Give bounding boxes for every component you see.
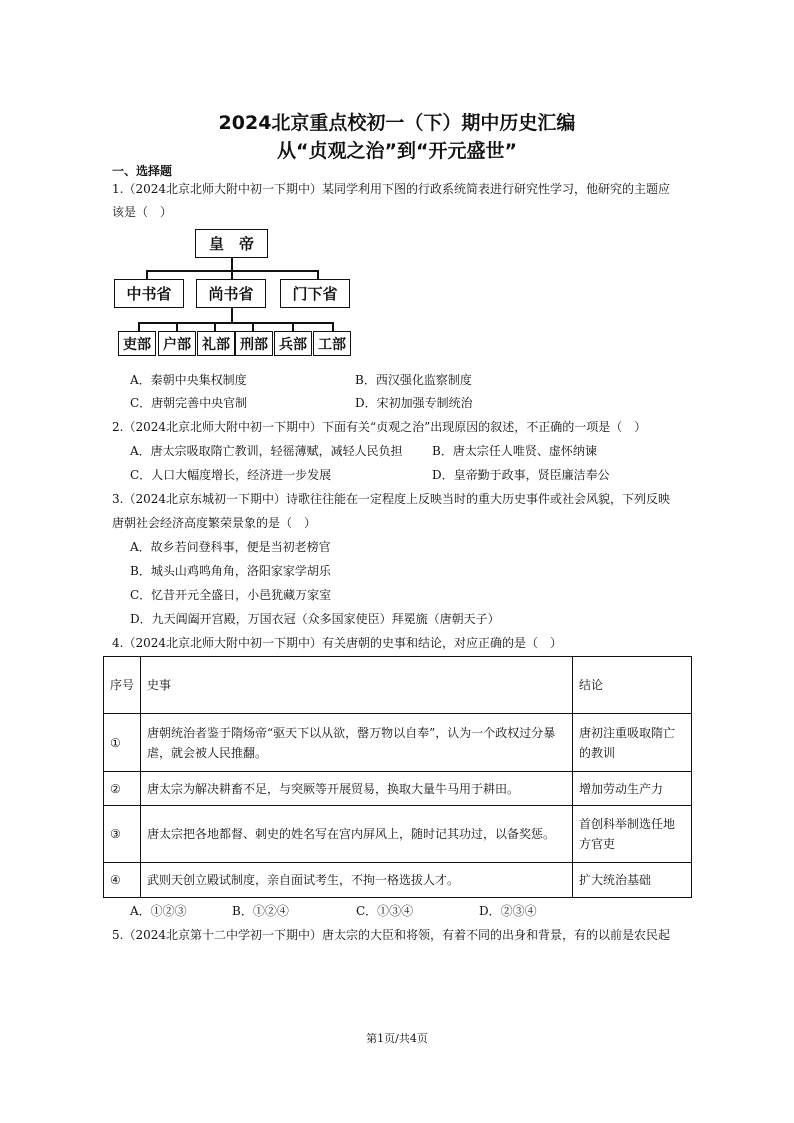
table-header-event: 史事 xyxy=(141,657,573,714)
table-cell-index: ③ xyxy=(104,806,141,863)
table-cell-event: 唐太宗为解决耕畜不足，与突厥等开展贸易，换取大量牛马用于耕田。 xyxy=(141,772,573,806)
table-cell-conclusion: 增加劳动生产力 xyxy=(573,772,692,806)
table-row xyxy=(104,714,692,772)
title-line-1: 2024北京重点校初一（下）期中历史汇编 xyxy=(218,112,576,134)
q4-stem: 4.（2024北京北师大附中初一下期中）有关唐朝的史事和结论，对应正确的是（ ） xyxy=(112,636,562,650)
q3-option-d[interactable]: D．九天阊阖开宫殿，万国衣冠（众多国家使臣）拜冕旒（唐朝天子） xyxy=(130,612,500,626)
q1-option-a[interactable]: A．秦朝中央集权制度 xyxy=(130,373,247,387)
q5-stem: 5.（2024北京第十二中学初一下期中）唐太宗的大臣和将领，有着不同的出身和背景，有的以前是农民起 xyxy=(112,928,670,942)
q1-option-c[interactable]: C．唐朝完善中央官制 xyxy=(130,396,248,410)
q1-stem-cont: 该是（ ） xyxy=(112,205,173,219)
q2-option-c[interactable]: C．人口大幅度增长，经济进一步发展 xyxy=(130,468,332,482)
table-row xyxy=(104,863,692,898)
q3-option-c[interactable]: C．忆昔开元全盛日，小邑犹藏万家室 xyxy=(130,588,332,602)
org-box-menxia: 门下省 xyxy=(280,279,350,308)
table-cell-conclusion: 首创科举制选任地方官吏 xyxy=(573,806,692,863)
q3-stem-cont: 唐朝社会经济高度繁荣景象的是（ ） xyxy=(112,516,317,530)
q4-option-a[interactable]: A．①②③ xyxy=(130,904,187,918)
q2-stem: 2.（2024北京北师大附中初一下期中）下面有关“贞观之治”出现原因的叙述，不正确的一项是（ ） xyxy=(112,420,647,434)
table-cell-event: 唐太宗把各地都督、刺史的姓名写在宫内屏风上，随时记其功过，以备奖惩。 xyxy=(141,806,573,863)
q4-option-d[interactable]: D．②③④ xyxy=(479,904,537,918)
org-box-shangshu: 尚书省 xyxy=(196,279,266,308)
q2-option-a[interactable]: A．唐太宗吸取隋亡教训，轻徭薄赋，减轻人民负担 xyxy=(130,444,403,458)
table-header-conclusion: 结论 xyxy=(573,657,692,714)
table-row xyxy=(104,806,692,863)
q3-stem: 3.（2024北京东城初一下期中）诗歌往往能在一定程度上反映当时的重大历史事件或社会风貌，下列反映 xyxy=(112,492,670,506)
q4-option-b[interactable]: B．①②④ xyxy=(232,904,289,918)
title-line-2: 从“贞观之治”到“开元盛世” xyxy=(277,140,517,162)
q4-option-c[interactable]: C．①③④ xyxy=(356,904,414,918)
table-cell-index: ④ xyxy=(104,863,141,898)
org-box-gongbu: 工部 xyxy=(313,331,351,356)
q1-option-d[interactable]: D．宋初加强专制统治 xyxy=(355,396,473,410)
org-box-emperor: 皇 帝 xyxy=(195,229,268,258)
table-row xyxy=(104,772,692,806)
section-heading: 一、选择题 xyxy=(112,164,173,178)
table-cell-event: 唐朝统治者鉴于隋炀帝“驱天下以从欲，罄万物以自奉”，认为一个政权过分暴虐，就会被人民推翻。 xyxy=(141,714,573,772)
page-footer: 第1页/共4页 xyxy=(366,1032,428,1045)
q3-option-a[interactable]: A．故乡若问登科事，便是当初老榜官 xyxy=(130,540,331,554)
table-cell-index: ② xyxy=(104,772,141,806)
history-table xyxy=(103,656,692,898)
table-header-row xyxy=(104,657,692,714)
q1-stem: 1.（2024北京北师大附中初一下期中）某同学利用下图的行政系统简表进行研究性学习，他研究的主题应 xyxy=(112,182,670,196)
org-box-zhongshu: 中书省 xyxy=(114,279,184,308)
org-box-libu-rites: 礼部 xyxy=(197,331,235,356)
org-box-xingbu: 刑部 xyxy=(235,331,273,356)
table-cell-event: 武则天创立殿试制度，亲自面试考生，不拘一格选拔人才。 xyxy=(141,863,573,898)
q3-option-b[interactable]: B．城头山鸡鸣角角，洛阳家家学胡乐 xyxy=(130,564,331,578)
table-header-index: 序号 xyxy=(104,657,141,714)
q1-option-b[interactable]: B．西汉强化监察制度 xyxy=(355,373,472,387)
table-cell-index: ① xyxy=(104,714,141,772)
org-box-bingbu: 兵部 xyxy=(274,331,312,356)
org-box-libu-personnel: 吏部 xyxy=(118,331,156,356)
q2-option-d[interactable]: D．皇帝勤于政事，贤臣廉洁奉公 xyxy=(432,468,610,482)
table-cell-conclusion: 扩大统治基础 xyxy=(573,863,692,898)
table-cell-conclusion: 唐初注重吸取隋亡的教训 xyxy=(573,714,692,772)
q2-option-b[interactable]: B．唐太宗任人唯贤、虚怀纳谏 xyxy=(432,444,597,458)
org-box-hubu: 户部 xyxy=(158,331,196,356)
